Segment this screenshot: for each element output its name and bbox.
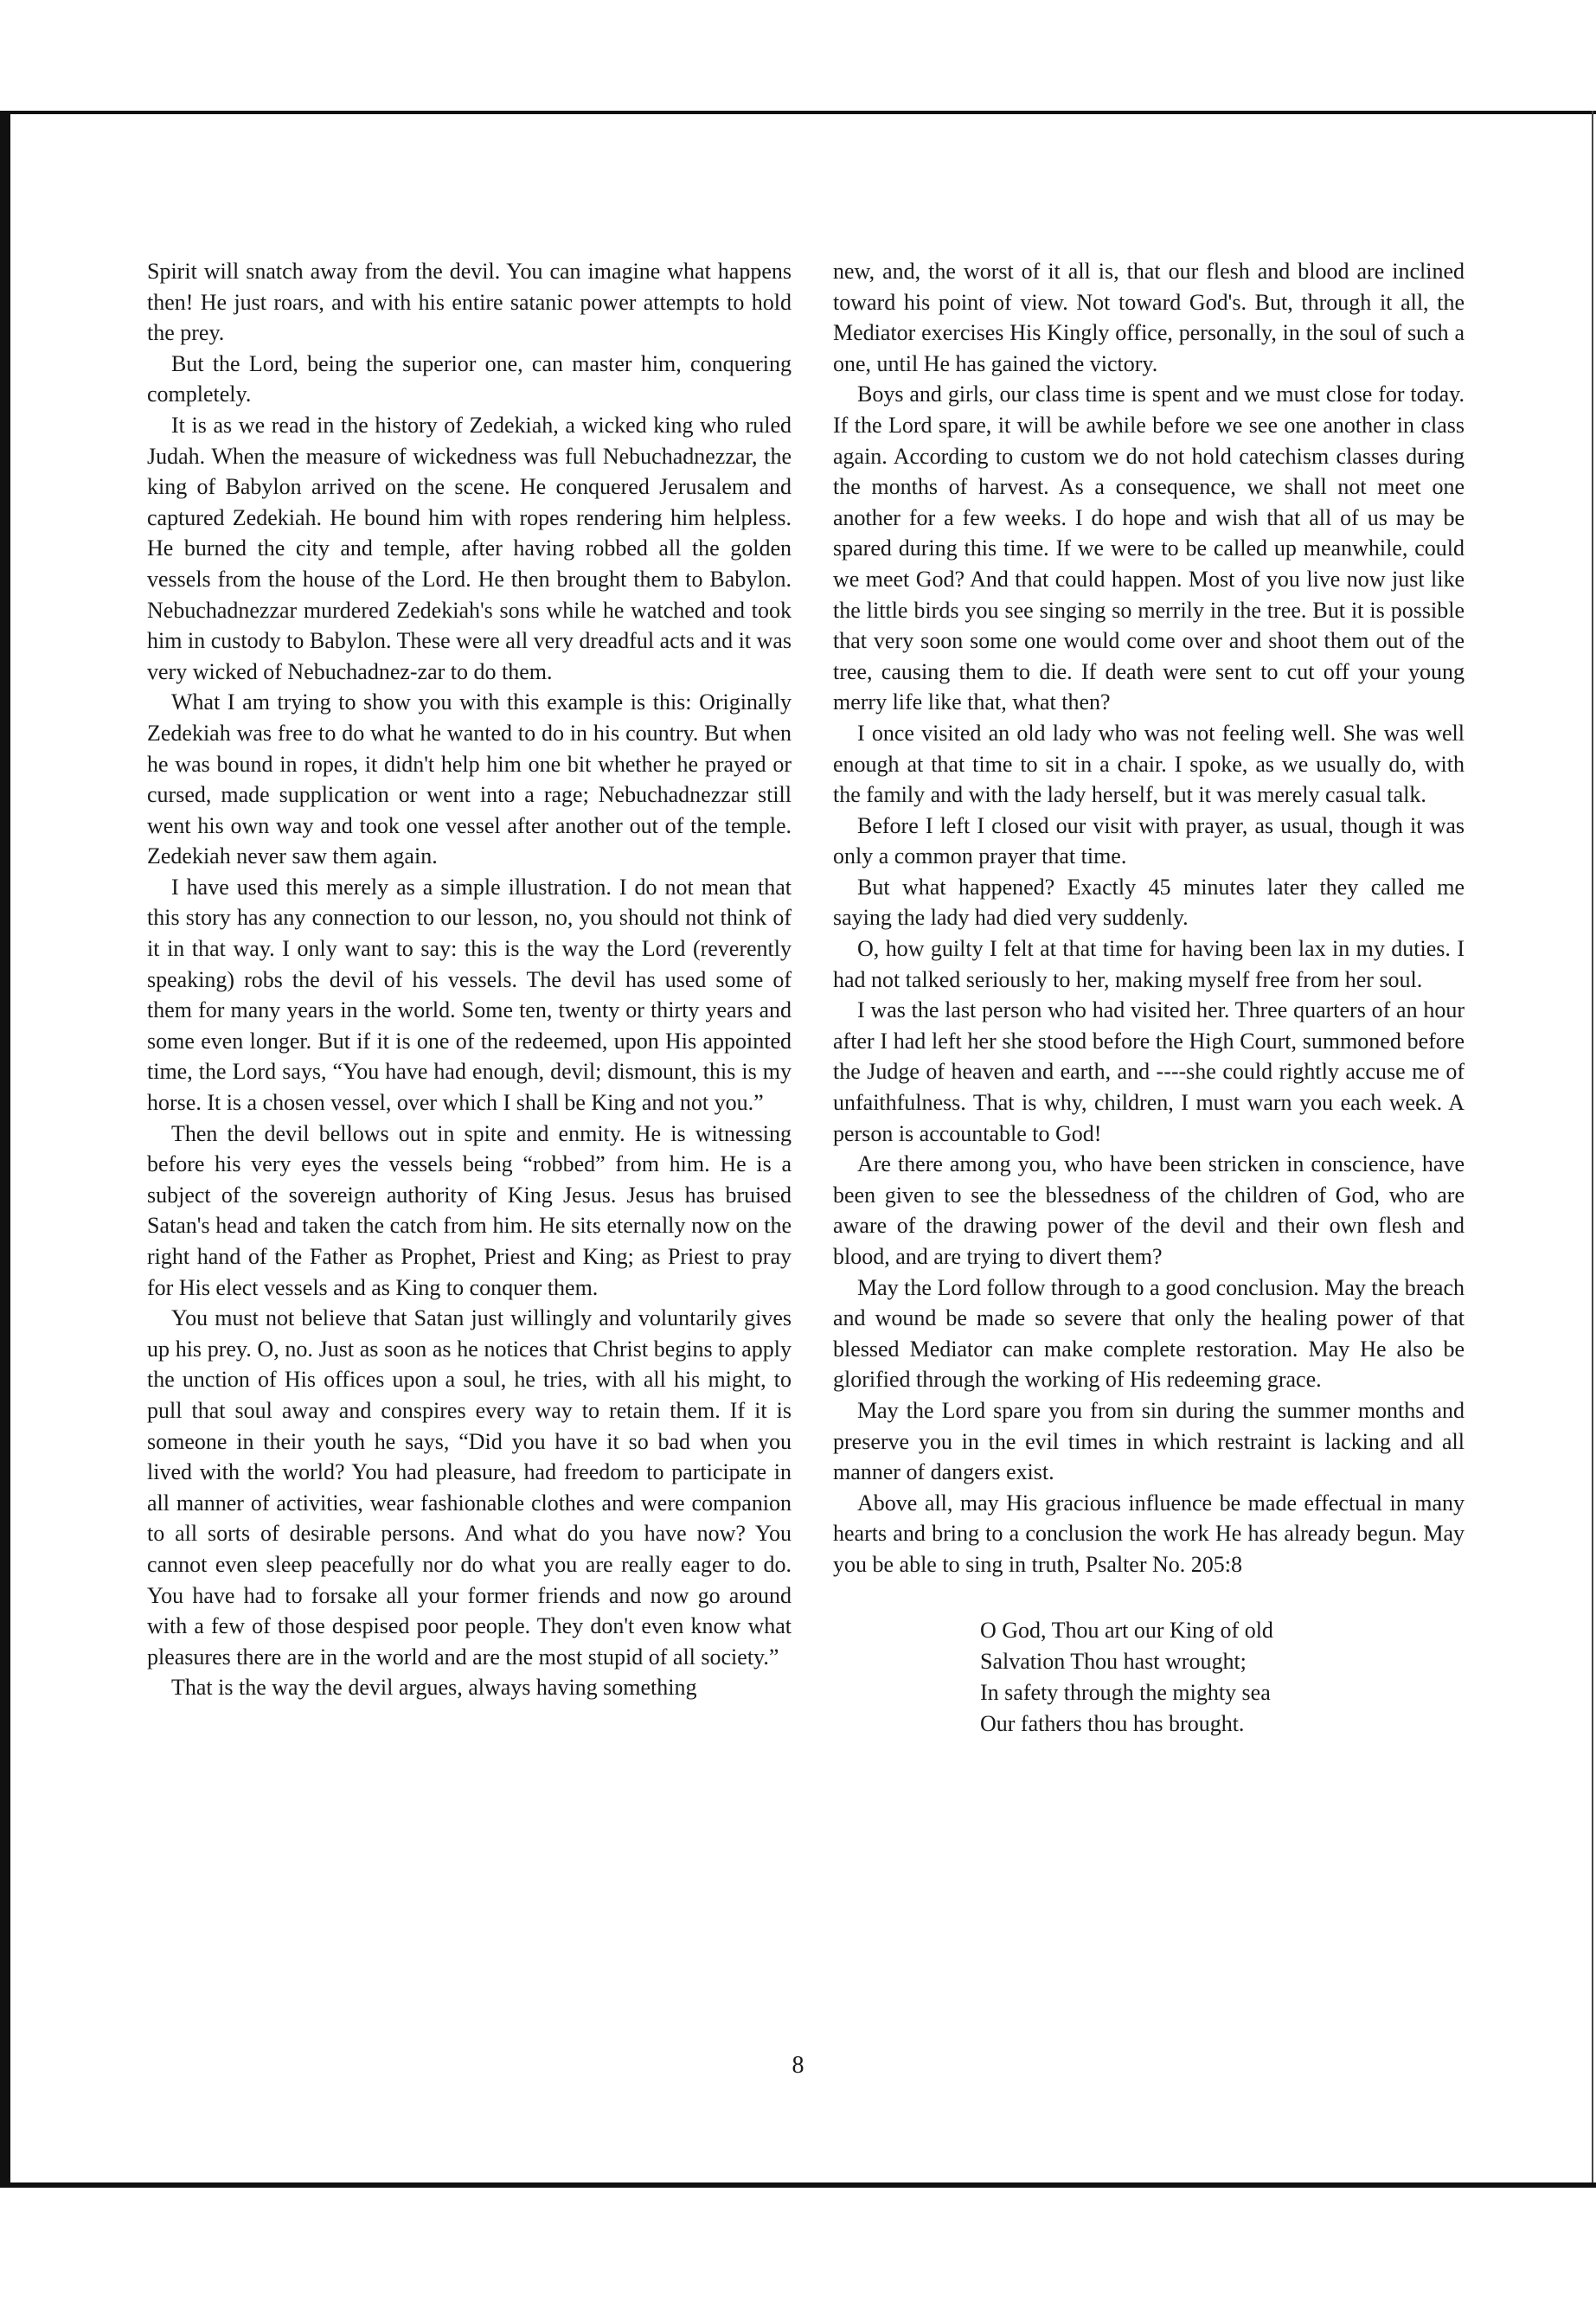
right-paragraph-5: But what happened? Exactly 45 minutes later they called me saying the lady had died very suddenly. [833,874,1465,931]
left-scan-edge [0,111,10,2188]
right-paragraph-11: Above all, may His gracious influence be made effectual in many hearts and bring to a conclusion the work He has already begun. May you be able to sing in truth, Psalter No. 205:8 [833,1490,1465,1577]
right-paragraph-1: new, and, the worst of it all is, that our flesh and blood are inclined toward his point of view. Not toward God's. But, through it all, the Mediator exercises His Kingly office, personally, in the soul of such a one, until He has gained the victory. [833,259,1465,376]
top-border-rule [0,111,1596,114]
right-paragraph-7: I was the last person who had visited her. Three quarters of an hour after I had left her she stood before the High Court, summoned before the Judge of heaven and earth, and ----she could rightly accuse me of unfaithfulness. That is why, children, I must warn you each week. A person is accountable to God! [833,997,1465,1146]
right-column [833,256,1465,1740]
left-paragraph-3: It is as we read in the history of Zedekiah, a wicked king who ruled Judah. When the measure of wickedness was full Nebuchadnezzar, the king of Babylon arrived on the scene. He conquered Jerusalem and captured Zedekiah. He bound him with ropes rendering him helpless. He burned the city and temple, after having robbed all the golden vessels from the house of the Lord. He then brought them to Babylon. Nebuchadnezzar murdered Zedekiah's sons while he watched and took him in custody to Babylon. These were all very dreadful acts and it was very wicked of Nebuchadnez-zar to do them. [147,412,792,684]
left-paragraph-6: Then the devil bellows out in spite and enmity. He is witnessing before his very eyes the vessels being “robbed” from him. He is a subject of the sovereign authority of King Jesus. Jesus has bruised Satan's head and taken the catch from him. He sits eternally now on the right hand of the Father as Prophet, Priest and King; as Priest to pray for His elect vessels and as King to conquer them. [147,1120,792,1300]
psalter-line-4: Our fathers thou has brought. [980,1710,1245,1736]
page-number: 8 [792,2052,804,2079]
right-paragraph-3: I once visited an old lady who was not feeling well. She was well enough at that time to sit in a chair. I spoke, as we usually do, with the family and with the lady herself, but it was merely casual talk. [833,720,1465,808]
right-paragraph-2: Boys and girls, our class time is spent and we must close for today. If the Lord spare, it will be awhile before we see one another in class again. According to custom we do not hold catechism classes during the months of harvest. As a consequence, we shall not meet one another for a few weeks. I do hope and wish that all of us may be spared during this time. If we were to be called up meanwhile, could we meet God? And that could happen. Most of you live now just like the little birds you see singing so merrily in the tree. But it is possible that very soon some one would come over and shoot them out of the tree, causing them to die. If death were sent to cut off your young merry life like that, what then? [833,381,1465,715]
right-paragraph-10: May the Lord spare you from sin during the summer months and preserve you in the evil times in which restraint is lacking and all manner of dangers exist. [833,1397,1465,1485]
right-scan-edge [1592,111,1593,2188]
psalter-line-1: O God, Thou art our King of old [980,1617,1273,1643]
left-paragraph-4: What I am trying to show you with this example is this: Originally Zedekiah was free to do what he wanted to do in his country. But when he was bound in ropes, it didn't help him one bit whether he prayed or cursed, made supplication or went into a rage; Nebuchadnezzar still went his own way and took one vessel after another out of the temple. Zedekiah never saw them again. [147,689,792,869]
right-paragraph-9: May the Lord follow through to a good conclusion. May the breach and wound be made so severe that only the healing power of that blessed Mediator can make complete restoration. May He also be glorified through the working of His redeeming grace. [833,1274,1465,1393]
right-paragraph-8: Are there among you, who have been stricken in conscience, have been given to see the blessedness of the children of God, who are aware of the drawing power of the devil and their own flesh and blood, and are trying to divert them? [833,1151,1465,1269]
psalter-line-3: In safety through the mighty sea [980,1679,1271,1705]
psalter-line-2: Salvation Thou hast wrought; [980,1648,1247,1674]
left-column [147,256,792,1703]
bottom-border-rule [0,2182,1596,2188]
left-paragraph-2: But the Lord, being the superior one, can master him, conquering completely. [147,350,792,407]
right-paragraph-4: Before I left I closed our visit with prayer, as usual, though it was only a common prayer that time. [833,812,1465,869]
left-paragraph-7: You must not believe that Satan just willingly and voluntarily gives up his prey. O, no. Just as soon as he notices that Christ begins to apply the unction of His offices upon a soul, he tries, with all his might, to pull that soul away and conspires every way to retain them. If it is someone in their youth he says, “Did you have it so bad when you lived with the world? You had pleasure, had freedom to participate in all manner of activities, wear fashionable clothes and were companion to all sorts of desirable persons. And what do you have now? You cannot even sleep peacefully nor do what you are really eager to do. You have had to forsake all your former friends and now go around with a few of those despised poor people. They don't even know what pleasures there are in the world and are the most stupid of all society.” [147,1305,792,1670]
psalter-verse [980,1615,1465,1740]
left-paragraph-8: That is the way the devil argues, always having something [171,1675,697,1701]
left-paragraph-1: Spirit will snatch away from the devil. You can imagine what happens then! He just roars, and with his entire satanic power attempts to hold the prey. [147,259,792,346]
right-paragraph-6: O, how guilty I felt at that time for having been lax in my duties. I had not talked seriously to her, making myself free from her soul. [833,936,1465,992]
left-paragraph-5: I have used this merely as a simple illustration. I do not mean that this story has any connection to our lesson, no, you should not think of it in that way. I only want to say: this is the way the Lord (reverently speaking) robs the devil of his vessels. The devil has used some of them for many years in the world. Some ten, twenty or thirty years and some even longer. But if it is one of the redeemed, upon His appointed time, the Lord says, “You have had enough, devil; dismount, this is my horse. It is a chosen vessel, over which I shall be King and not you.” [147,874,792,1116]
